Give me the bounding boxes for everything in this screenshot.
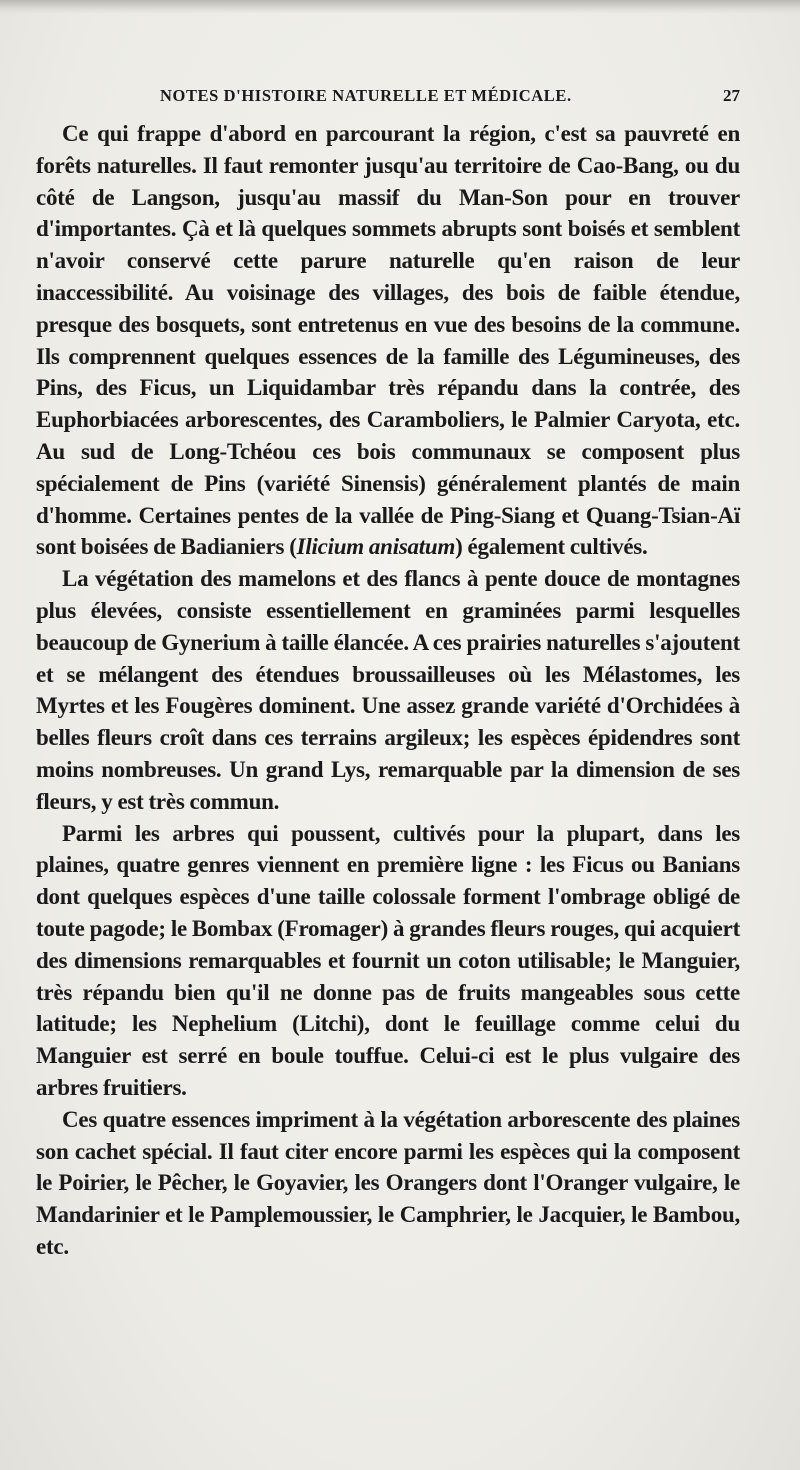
paragraph-text: ) également cultivés. [455, 534, 648, 560]
scan-top-edge [0, 0, 800, 14]
page-header [36, 86, 740, 114]
body-text [36, 118, 740, 1263]
paragraph-text: Ce qui frappe d'abord en parcourant la région, c'est sa pauvreté en forêts naturelles. Il faut remonter jusqu'au territoire de Cao-Bang, ou du côté de Langson, jusqu'au massif du Man-Son pour en trouver d'importantes. Çà et là quelques sommets abrupts sont boisés et semblent n'avoir conservé cette parure naturelle qu'en raison de leur inaccessibilité. Au voisinage des villages, des bois de faible étendue, presque des bosquets, sont entretenus en vue des besoins de la commune. Ils comprennent quelques essences de la famille des Légumineuses, des Pins, des Ficus, un Liquidambar très répandu dans la contrée, des Euphorbiacées arborescentes, des Caramboliers, le Palmier Caryota, etc. Au sud de Long-Tchéou ces bois communaux se composent plus spécialement de Pins (variété Sinensis) généralement plantés de main d'homme. Certaines pentes de la vallée de Ping-Siang et Quang-Tsian-Aï sont boisées de Badianiers ( [36, 121, 740, 560]
paragraph-text: Ces quatre essences impriment à la végétation arborescente des plaines son cachet spécial. Il faut citer encore parmi les espèces qui la composent le Poirier, le Pêcher, le Goyavier, les Orangers dont l'Oranger vulgaire, le Mandarinier et le Pamplemoussier, le Camphrier, le Jacquier, le Bambou, etc. [36, 1106, 740, 1259]
paragraph-text: La végétation des mamelons et des flancs à pente douce de montagnes plus élevées, consiste essentiellement en graminées parmi lesquelles beaucoup de Gynerium à taille élancée. A ces prairies naturelles s'ajoutent et se mélangent des étendues broussailleuses où les Mélastomes, les Myrtes et les Fougères dominent. Une assez grande variété d'Orchidées à belles fleurs croît dans ces terrains argileux; les espèces épidendres sont moins nombreuses. Un grand Lys, remarquable par la dimension de ses fleurs, y est très commun. [36, 566, 740, 814]
paragraph-essences [36, 1104, 740, 1263]
paragraph-forests [36, 118, 740, 563]
paragraph-trees [36, 818, 740, 1104]
paragraph-vegetation [36, 563, 740, 817]
page-number: 27 [723, 86, 740, 105]
paragraph-text: Parmi les arbres qui poussent, cultivés pour la plupart, dans les plaines, quatre genres viennent en première ligne : les Ficus ou Banians dont quelques espèces d'une taille colossale forment l'ombrage obligé de toute pagode; le Bombax (Fromager) à grandes fleurs rouges, qui acquiert des dimensions remarquables et fournit un coton utilisable; le Manguier, très répandu bien qu'il ne donne pas de fruits mangeables sous cette latitude; les Nephelium (Litchi), dont le feuillage comme celui du Manguier est serré en boule touffue. Celui-ci est le plus vulgaire des arbres fruitiers. [36, 820, 740, 1100]
running-title: NOTES D'HISTOIRE NATURELLE ET MÉDICALE. [160, 86, 572, 105]
species-name-italic: Ilicium anisatum [296, 534, 456, 560]
